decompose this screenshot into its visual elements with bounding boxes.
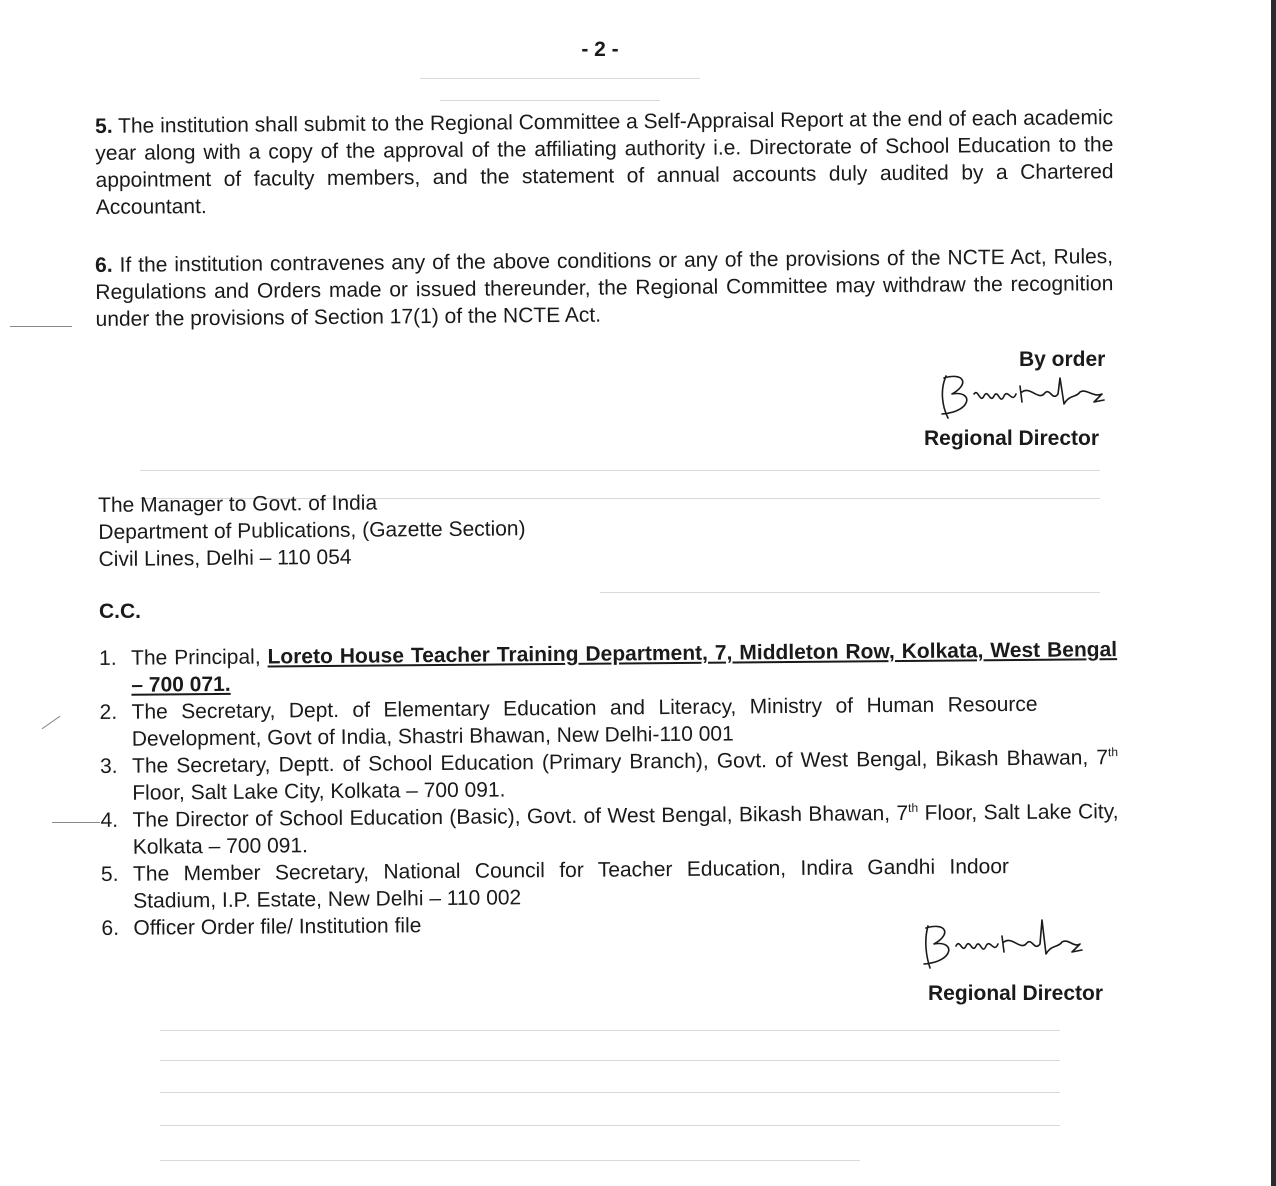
paragraph-number: 6. bbox=[95, 253, 113, 277]
paragraph-number: 5. bbox=[95, 114, 113, 138]
cc-label: C.C. bbox=[99, 600, 141, 623]
cc-item-number: 5. bbox=[100, 862, 119, 886]
institution-name: Loreto House Teacher Training Department, 7, Middleton Row, Kolkata, West Bengal – 700 071. bbox=[131, 638, 1118, 697]
cc-item-text-part: Floor, Salt Lake City, Kolkata – 700 091. bbox=[132, 778, 506, 805]
cc-item-text: Officer Order file/ Institution file bbox=[133, 914, 422, 940]
cc-item bbox=[101, 852, 1119, 915]
cc-item-number: 4. bbox=[100, 808, 119, 832]
cc-item bbox=[100, 744, 1118, 807]
scan-artifact bbox=[440, 100, 660, 101]
cc-item-text-part: Floor, Salt Lake City, Kolkata – 700 091. bbox=[132, 800, 1119, 859]
superscript: th bbox=[908, 800, 919, 815]
superscript: th bbox=[1107, 745, 1119, 760]
signature-image bbox=[934, 368, 1114, 426]
signature-image bbox=[918, 916, 1088, 974]
scan-artifact bbox=[140, 470, 1100, 471]
cc-item-text-part: The Secretary, Deptt. of School Education (Primary Branch), Govt. of West Bengal, Bikash Bhawan, 7 bbox=[131, 746, 1109, 778]
cc-item bbox=[99, 690, 1117, 753]
cc-item-text-part: The Director of School Education (Basic), Govt. of West Bengal, Bikash Bhawan, 7 bbox=[132, 801, 909, 832]
cc-item-number: 2. bbox=[99, 700, 118, 724]
address-line: The Manager to Govt. of India bbox=[98, 491, 378, 517]
cc-item-prefix: The Principal, bbox=[131, 645, 268, 670]
scan-artifact bbox=[160, 1125, 1060, 1126]
page-number: - 2 - bbox=[581, 38, 619, 61]
cc-item-number: 3. bbox=[99, 754, 118, 778]
cc-item-text bbox=[132, 744, 1118, 807]
scan-edge bbox=[1271, 0, 1276, 1186]
scan-mark bbox=[52, 822, 100, 823]
recipient-address bbox=[98, 488, 526, 573]
paragraph-5 bbox=[95, 104, 1114, 221]
cc-item-text: The Secretary, Dept. of Elementary Education and Literacy, Ministry of Human Resource Development, Govt of India, Shastri Bhawan, New Delhi-110 001 bbox=[131, 692, 1038, 751]
cc-item-text: The Member Secretary, National Council for Teacher Education, Indira Gandhi Indoor Stadium, I.P. Estate, New Delhi – 110 002 bbox=[132, 855, 1010, 913]
scan-artifact bbox=[420, 78, 700, 79]
cc-item-text bbox=[131, 636, 1117, 699]
cc-item bbox=[100, 798, 1118, 861]
paragraph-text: If the institution contravenes any of the above conditions or any of the provisions of the NCTE Act, Rules, Regulations and Orders made or issued thereunder, the Regional Committee may withdraw the recognition under the provisions of Section 17(1) of the NCTE Act. bbox=[95, 245, 1114, 331]
scan-artifact bbox=[160, 1030, 1060, 1031]
scan-artifact bbox=[160, 1060, 1060, 1061]
address-line: Civil Lines, Delhi – 110 054 bbox=[98, 545, 352, 571]
paragraph-text: The institution shall submit to the Regional Committee a Self-Appraisal Report at the end of each academic year along with a copy of the approval of the affiliating authority i.e. Directorate of School Education to the appointment of faculty members, and the statement of annual accounts duly audited by a Chartered Accountant. bbox=[95, 106, 1114, 219]
signatory-title: Regional Director bbox=[928, 982, 1104, 1005]
cc-list bbox=[99, 636, 1120, 942]
address-line: Department of Publications, (Gazette Section) bbox=[98, 517, 526, 544]
scan-artifact bbox=[160, 1092, 1060, 1093]
cc-item-text bbox=[132, 798, 1118, 861]
cc-item-number: 1. bbox=[99, 646, 117, 670]
scan-mark bbox=[42, 716, 61, 729]
scan-artifact bbox=[160, 1160, 860, 1161]
cc-item-number: 6. bbox=[101, 916, 120, 940]
scan-artifact bbox=[600, 592, 1100, 593]
scan-mark bbox=[10, 326, 72, 327]
cc-item bbox=[99, 636, 1117, 699]
paragraph-6 bbox=[95, 243, 1114, 333]
by-order-label: By order bbox=[1019, 348, 1106, 371]
signatory-title: Regional Director bbox=[924, 427, 1100, 450]
